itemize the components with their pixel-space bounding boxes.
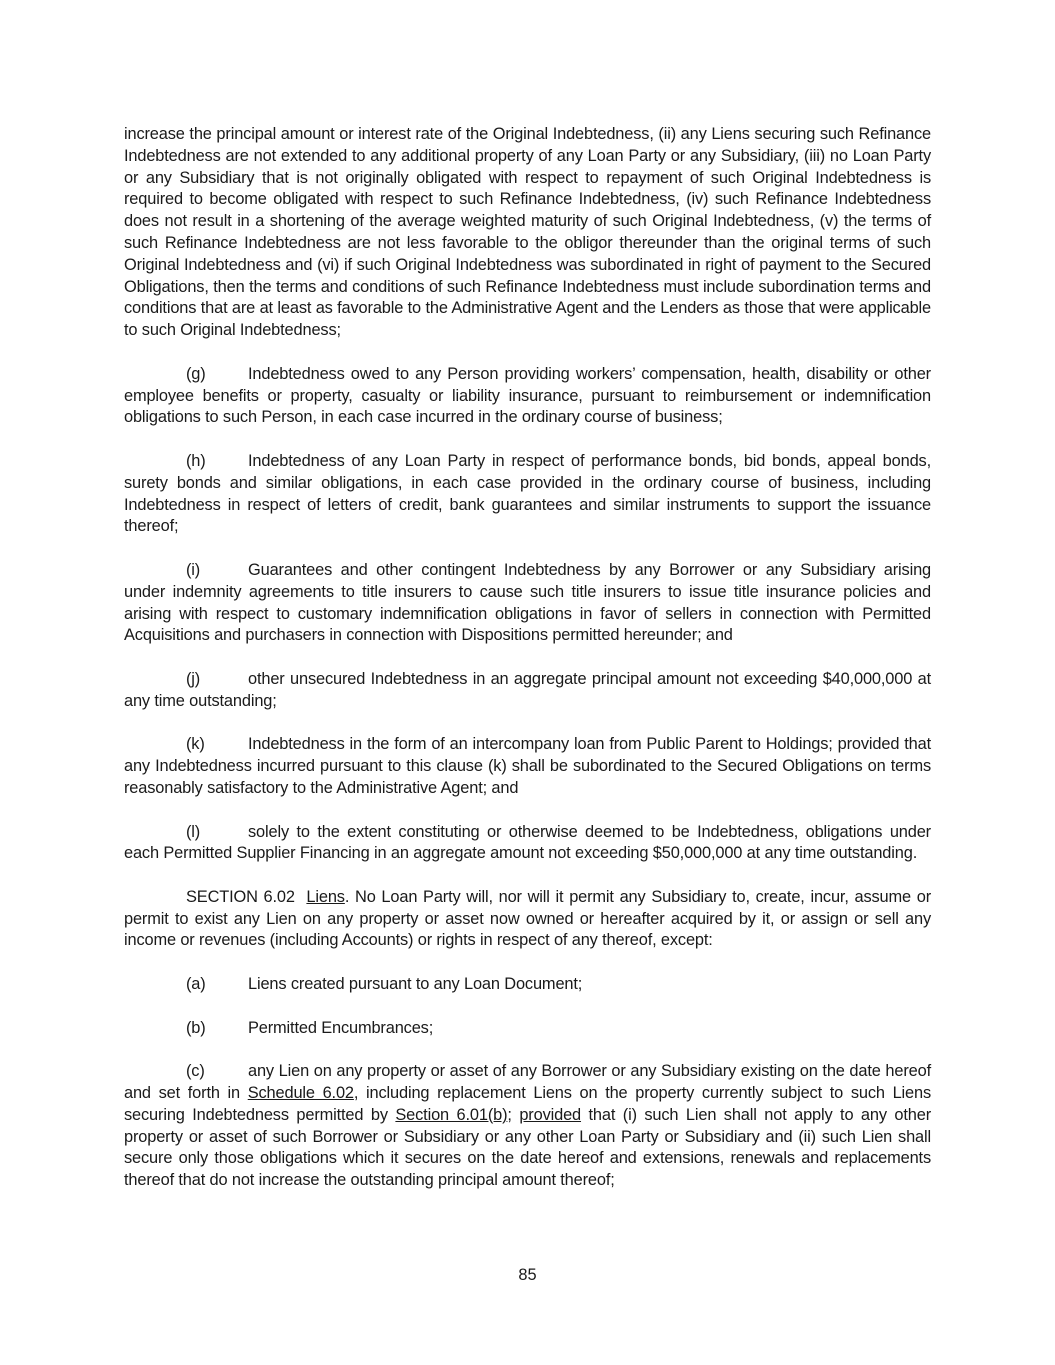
clause-b-label: (b)	[186, 1018, 206, 1037]
clause-c-text-4: that (i) such Lien shall not apply to any other property or asset of such Borrower or Subsidiary or any other Loan Party or Subsidiary and (ii) such Lien shall secure only those obligations which it secures on the date hereof and extensions, renewals and replacements thereof that do not increase the outstanding principal amount thereof;	[124, 1105, 932, 1190]
clause-l-text: solely to the extent constituting or otherwise deemed to be Indebtedness, obligations under each Permitted Supplier Financing in an aggregate amount not exceeding $50,000,000 at any time outstanding.	[124, 822, 931, 863]
clause-g-label: (g)	[186, 364, 206, 383]
clause-k-text: Indebtedness in the form of an intercompany loan from Public Parent to Holdings; provided that any Indebtedness incurred pursuant to this clause (k) shall be subordinated to the Secured Obligations on terms reasonably satisfactory to the Administrative Agent; and	[124, 735, 931, 797]
clause-i-label: (i)	[186, 560, 201, 579]
clause-j-label: (j)	[186, 669, 201, 688]
clause-c-text-1: any Lien on any property or asset of any Borrower or any Subsidiary existing on the date hereof and set forth in	[124, 1062, 931, 1103]
clause-j-text: other unsecured Indebtedness in an aggregate principal amount not exceeding $40,000,000 at any time outstanding;	[124, 669, 931, 710]
section-number: SECTION 6.02	[186, 887, 295, 906]
provided-term: provided	[519, 1105, 582, 1124]
page-number: 85	[518, 1266, 537, 1284]
clause-a-text: Liens created pursuant to any Loan Document;	[248, 975, 583, 994]
clause-c	[124, 1061, 931, 1192]
clause-b-text: Permitted Encumbrances;	[248, 1018, 434, 1037]
schedule-6-02-ref: Schedule 6.02	[247, 1084, 354, 1103]
section-title: Liens	[306, 887, 345, 906]
clause-c-text-2: , including replacement Liens on the property currently subject to such Liens securing Indebtedness permitted by	[124, 1084, 932, 1124]
clause-f-continuation: increase the principal amount or interest rate of the Original Indebtedness, (ii) any Liens securing such Refinance Indebtedness are not extended to any additional property of any Loan Party or any Subsidiary, (iii) no Loan Party or any Subsidiary that is not originally obligated with respect to repayment of such Original Indebtedness is required to become obligated with respect to such Refinance Indebtedness, (iv) such Refinance Indebtedness does not result in a shortening of the average weighted maturity of such Original Indebtedness, (v) the terms of such Refinance Indebtedness are not less favorable to the obligor thereunder than the original terms of such Original Indebtedness and (vi) if such Original Indebtedness was subordinated in right of payment to the Secured Obligations, then the terms and conditions of such Refinance Indebtedness must include subordination terms and conditions that are at least as favorable to the Administrative Agent and the Lenders as those that were applicable to such Original Indebtedness;	[124, 125, 931, 340]
clause-k	[124, 734, 931, 799]
clause-g	[124, 364, 931, 429]
clause-g-text: Indebtedness owed to any Person providing workers’ compensation, health, disability or other employee benefits or property, casualty or liability insurance, pursuant to reimbursement or indemnification obligations to such Person, in each case incurred in the ordinary course of business;	[124, 364, 931, 427]
clause-j	[124, 669, 931, 713]
clause-c-text-3: ;	[507, 1105, 520, 1124]
clause-h	[124, 451, 931, 538]
clause-l	[124, 822, 931, 866]
clause-a	[124, 974, 931, 996]
clause-h-label: (h)	[186, 451, 206, 470]
clause-b	[124, 1018, 931, 1040]
clause-a-label: (a)	[186, 975, 206, 994]
section-text: . No Loan Party will, nor will it permit any Subsidiary to, create, incur, assume or permit to exist any Lien on any property or asset now owned or hereafter acquired by it, or assign or sell any income or revenues (including Accounts) or rights in respect of any thereof, except:	[124, 887, 932, 950]
clause-l-label: (l)	[186, 822, 201, 841]
document-page	[124, 124, 931, 1214]
clause-h-text: Indebtedness of any Loan Party in respect of performance bonds, bid bonds, appeal bonds, surety bonds and similar obligations, in each case provided in the ordinary course of business, including Indebtedness in respect of letters of credit, bank guarantees and similar instruments to support the issuance thereof;	[124, 451, 931, 536]
clause-i	[124, 560, 931, 647]
section-6-02	[124, 887, 931, 952]
clause-c-label: (c)	[186, 1062, 205, 1081]
clause-k-label: (k)	[186, 735, 205, 754]
section-6-01b-ref: Section 6.01(b)	[395, 1105, 508, 1124]
clause-i-text: Guarantees and other contingent Indebtedness by any Borrower or any Subsidiary arising under indemnity agreements to title insurers to cause such title insurers to issue title insurance policies and arising with respect to customary indemnification obligations in favor of sellers in connection with Permitted Acquisitions and purchasers in connection with Dispositions permitted hereunder; and	[124, 560, 931, 645]
